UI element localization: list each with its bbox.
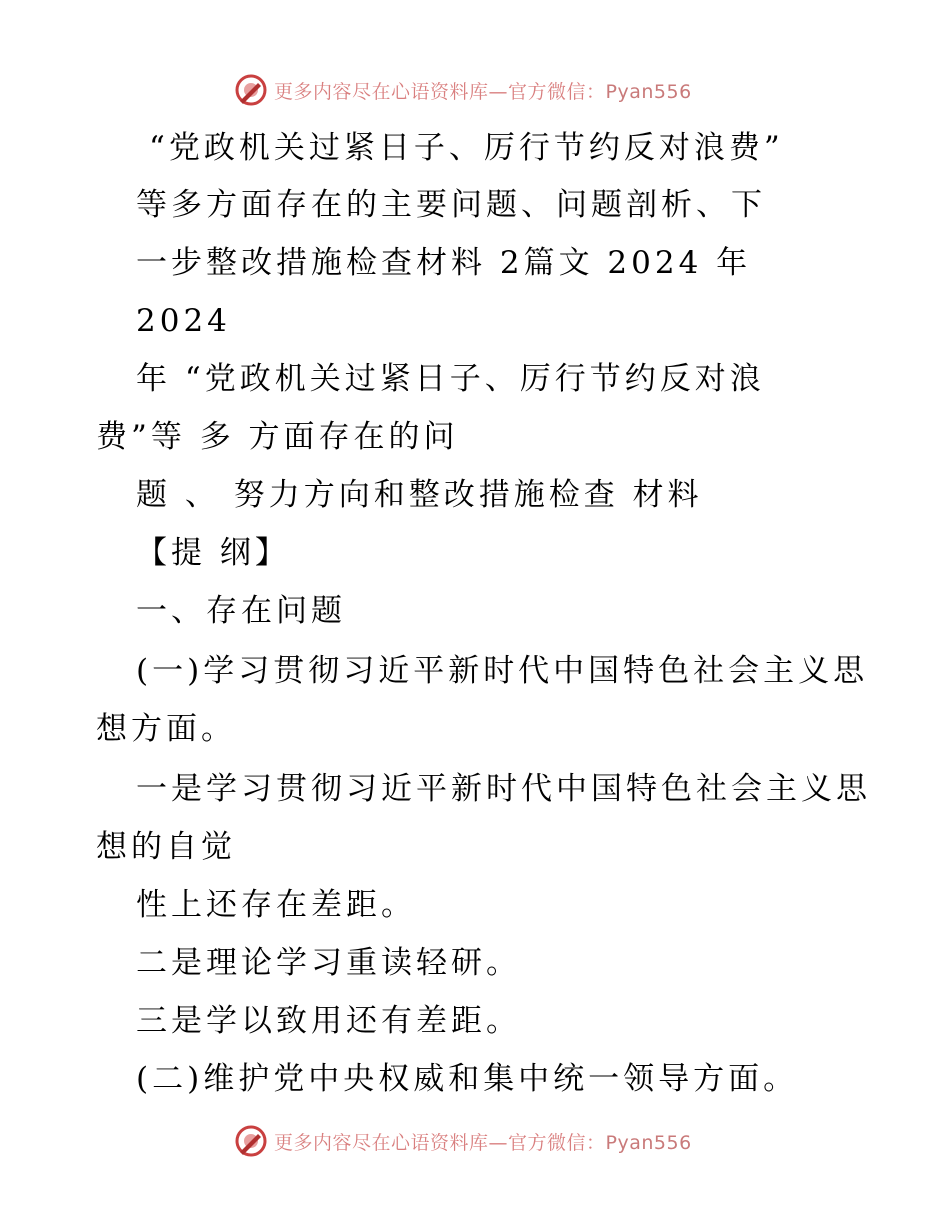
- watermark-text: 更多内容尽在心语资料库—官方微信：Pyan556: [274, 1131, 692, 1154]
- point-1-line-1: 一是学习贯彻习近平新时代中国特色社会主义思: [136, 771, 871, 807]
- section-heading-1: 一、存在问题: [136, 593, 346, 629]
- header-watermark-banner: [234, 72, 692, 108]
- point-1-line-2: 想的自觉: [96, 829, 236, 865]
- pen-logo-icon: [234, 1124, 268, 1158]
- footer-watermark-banner: [234, 1123, 692, 1159]
- subtitle-line-3: 题 、 努力方向和整改措施检查 材料: [136, 477, 703, 513]
- title-line-3: 一步整改措施检查材料 2篇文 2024 年: [136, 245, 752, 281]
- subtitle-line-2: 费”等 多 方面存在的问: [96, 419, 459, 455]
- point-1-line-3: 性上还存在差距。: [136, 887, 416, 923]
- outline-heading: 【提 纲】: [136, 535, 290, 571]
- subsection-heading-1-cont: 想方面。: [96, 711, 236, 747]
- point-2: 二是理论学习重读轻研。: [136, 945, 521, 981]
- watermark-text: 更多内容尽在心语资料库—官方微信：Pyan556: [274, 80, 692, 103]
- title-line-2: 等多方面存在的主要问题、问题剖析、下: [136, 187, 766, 223]
- title-line-1: “党政机关过紧日子、厉行节约反对浪费”: [149, 130, 784, 166]
- pen-logo-icon: [234, 73, 268, 107]
- subtitle-line-1: 年 “党政机关过紧日子、厉行节约反对浪: [136, 361, 765, 397]
- year-line: 2024: [136, 303, 231, 339]
- subsection-heading-1: (一)学习贯彻习近平新时代中国特色社会主义思: [136, 653, 869, 689]
- point-3: 三是学以致用还有差距。: [136, 1003, 521, 1039]
- subsection-heading-2: (二)维护党中央权威和集中统一领导方面。: [136, 1061, 799, 1097]
